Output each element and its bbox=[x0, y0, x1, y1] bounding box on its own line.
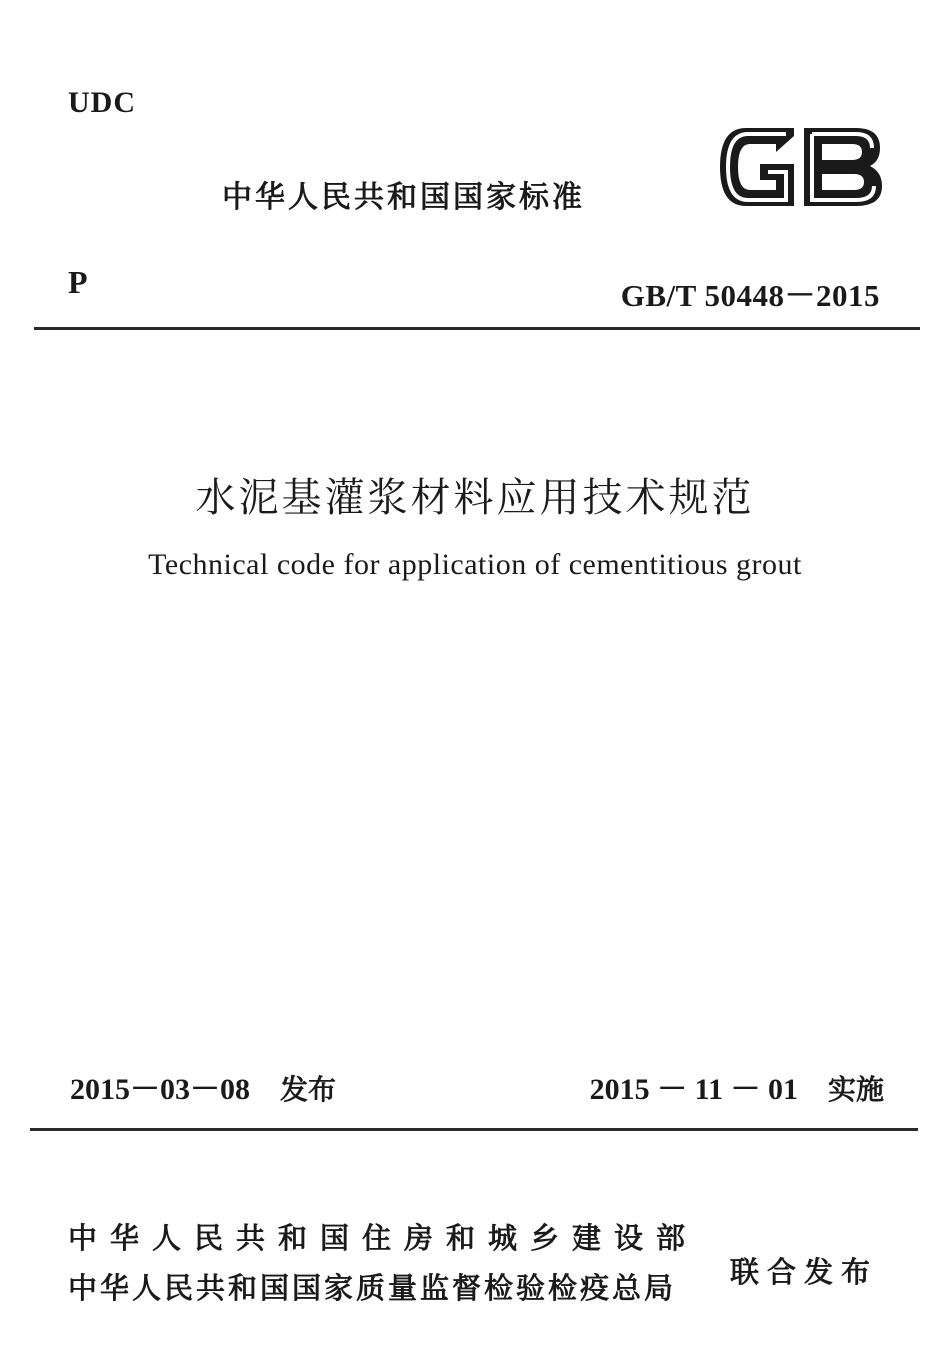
national-standard-heading: 中华人民共和国国家标准 bbox=[222, 180, 585, 215]
implement-date: 2015 － 11 － 01 bbox=[589, 1073, 798, 1106]
title-english: Technical code for application of cementitious grout bbox=[148, 548, 802, 581]
top-divider bbox=[34, 327, 920, 330]
issuer-aqsiq: 中华人民共和国国家质量监督检验检疫总局 bbox=[68, 1271, 677, 1305]
implement-date-line bbox=[590, 1064, 884, 1108]
standard-number: GB/T 50448－2015 bbox=[620, 278, 880, 313]
implement-label: 实施 bbox=[827, 1073, 884, 1106]
udc-label: UDC bbox=[68, 86, 136, 119]
issuer-ministry: 中华人民共和国住房和城乡建设部 bbox=[68, 1221, 699, 1255]
title-chinese: 水泥基灌浆材料应用技术规范 bbox=[195, 475, 755, 521]
bottom-divider bbox=[30, 1128, 918, 1131]
issue-date: 2015－03－08 bbox=[70, 1073, 250, 1106]
gb-logo bbox=[716, 124, 884, 210]
issue-label: 发布 bbox=[280, 1073, 337, 1106]
category-letter: P bbox=[68, 264, 88, 300]
issue-date-line bbox=[70, 1064, 336, 1108]
joint-issue-label: 联合发布 bbox=[730, 1255, 879, 1289]
